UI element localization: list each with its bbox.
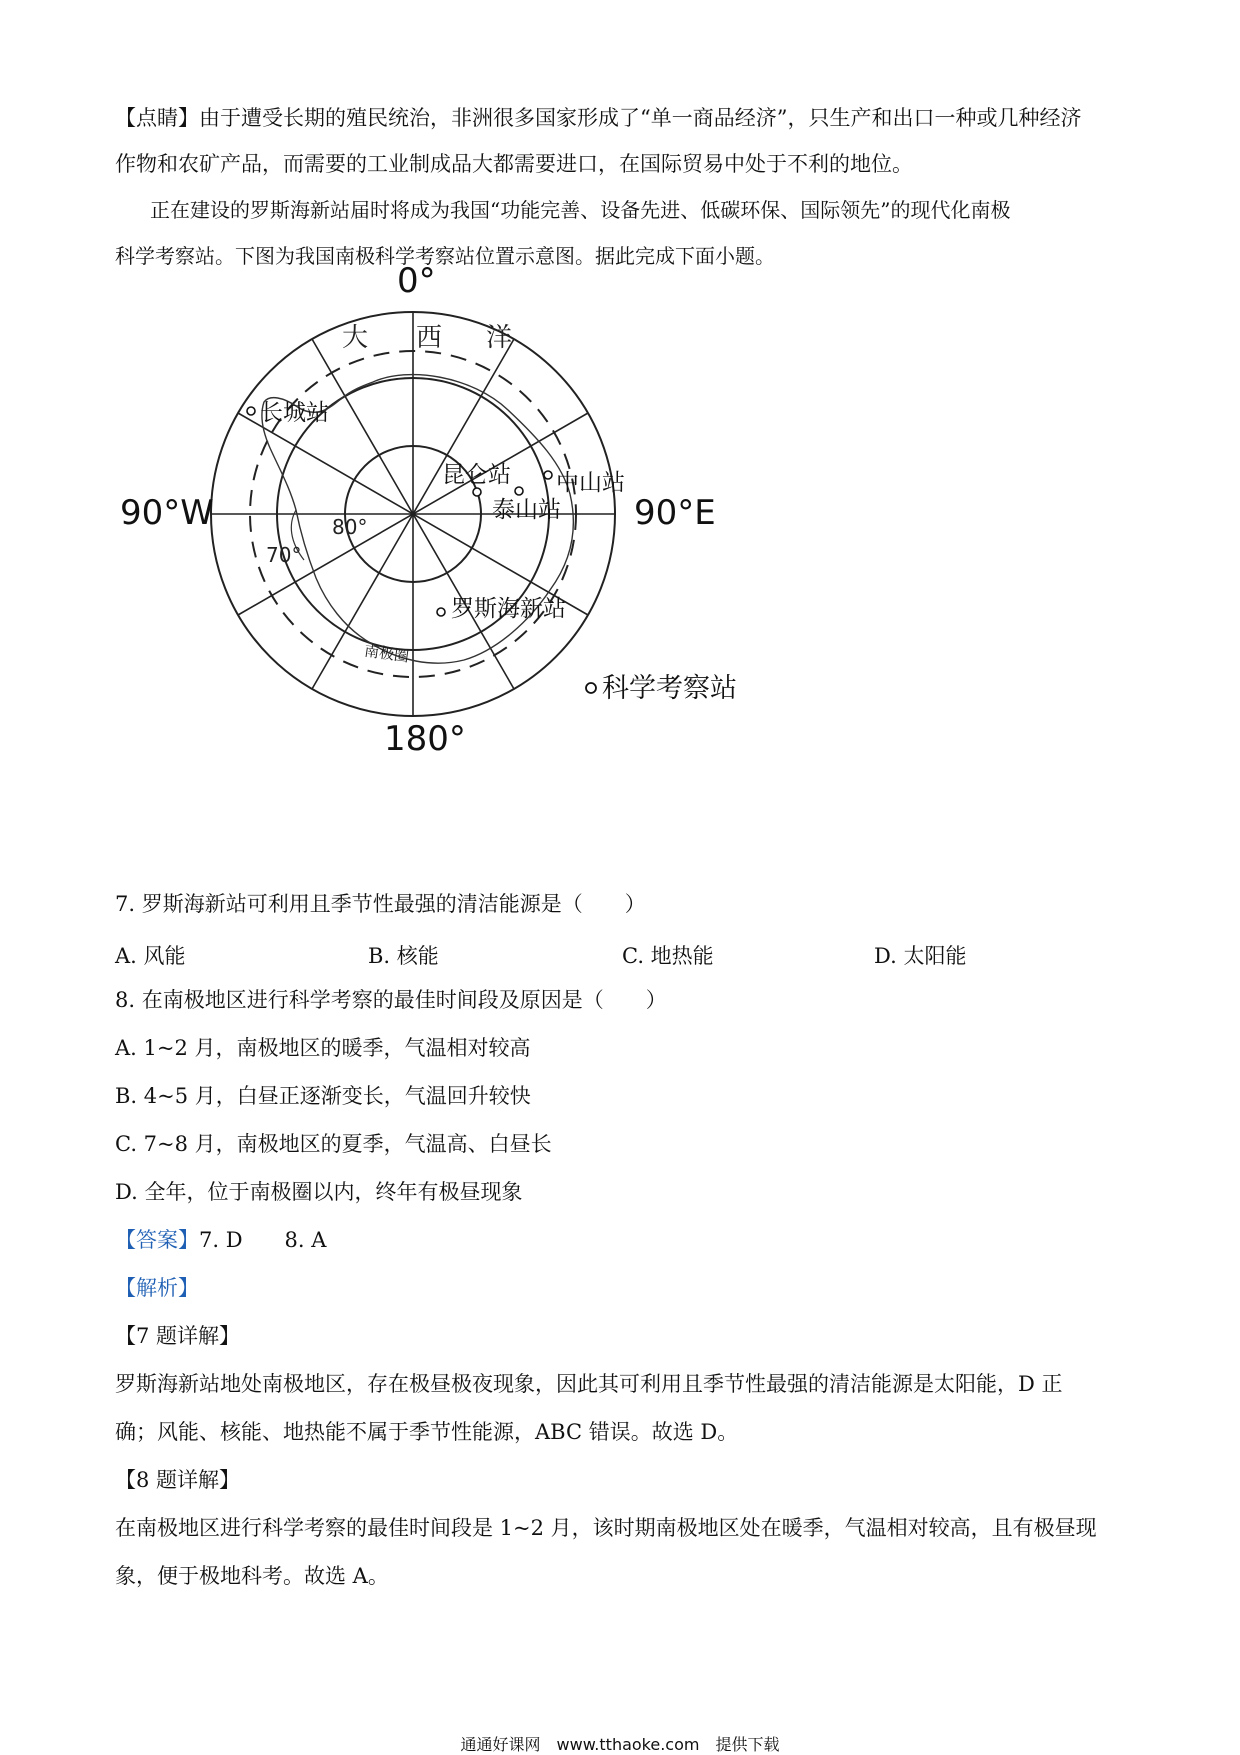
legend-station-label: 科学考察站 (602, 673, 737, 704)
station-marker-taishan (515, 487, 523, 495)
ocean-label-da: 大 (342, 323, 369, 353)
station-marker-changcheng (247, 407, 255, 415)
q7-option-a: A. 风能 (115, 944, 186, 968)
station-marker-rossnew (437, 608, 445, 616)
q8-option-c: C. 7~8 月，南极地区的夏季，气温高、白昼长 (115, 1132, 552, 1156)
page-footer: 通通好课网 www.tthaoke.com 提供下载 (460, 1735, 780, 1754)
answer-line (115, 1228, 326, 1253)
q7-stem: 7. 罗斯海新站可利用且季节性最强的清洁能源是（ ） (115, 892, 646, 916)
lat-label-70: 70° (266, 543, 302, 567)
station-label-rossnew: 罗斯海新站 (451, 596, 566, 622)
antarctic-station-map (120, 261, 840, 858)
passage-line-2: 科学考察站。下图为我国南极科学考察站位置示意图。据此完成下面小题。 (115, 244, 775, 268)
ocean-label-xi: 西 (416, 323, 443, 353)
q8-option-a: A. 1~2 月，南极地区的暖季，气温相对较高 (115, 1036, 531, 1060)
q8-stem: 8. 在南极地区进行科学考察的最佳时间段及原因是（ ） (115, 988, 667, 1012)
analysis-tag: 【解析】 (115, 1276, 199, 1300)
station-marker-zhongshan (544, 471, 552, 479)
q7-detail-line-1: 罗斯海新站地处南极地区，存在极昼极夜现象，因此其可利用且季节性最强的清洁能源是太阳能，D 正 (115, 1372, 1063, 1396)
q8-option-d: D. 全年，位于南极圈以内，终年有极昼现象 (115, 1180, 523, 1204)
station-label-changcheng: 长城站 (260, 400, 329, 426)
lat-label-80: 80° (332, 515, 368, 539)
q8-detail-line-1: 在南极地区进行科学考察的最佳时间段是 1~2 月，该时期南极地区处在暖季，气温相对较高，且有极昼现 (115, 1516, 1097, 1540)
passage-line-1: 正在建设的罗斯海新站届时将成为我国“功能完善、设备先进、低碳环保、国际领先”的现代化南极 (150, 198, 1011, 222)
q7-option-b: B. 核能 (368, 944, 439, 968)
q7-detail-line-2: 确；风能、核能、地热能不属于季节性能源，ABC 错误。故选 D。 (115, 1420, 739, 1444)
lon-label-180: 180° (384, 719, 466, 759)
q7-detail-heading: 【7 题详解】 (115, 1324, 241, 1348)
lon-label-90e: 90°E (634, 493, 716, 533)
q8-detail-heading: 【8 题详解】 (115, 1468, 241, 1492)
lon-label-90w: 90°W (120, 493, 214, 533)
dianjing-line-1 (115, 106, 1081, 131)
answer-text: 7. D 8. A (199, 1228, 327, 1252)
legend-station-icon (586, 683, 596, 693)
q8-detail-line-2: 象，便于极地科考。故选 A。 (115, 1564, 389, 1588)
q8-option-b: B. 4~5 月，白昼正逐渐变长，气温回升较快 (115, 1084, 531, 1108)
q7-option-c: C. 地热能 (622, 944, 714, 968)
ocean-label-yang: 洋 (486, 323, 513, 353)
dianjing-line-2: 作物和农矿产品，而需要的工业制成品大都需要进口，在国际贸易中处于不利的地位。 (115, 152, 913, 176)
lon-label-0: 0° (397, 261, 436, 301)
station-label-taishan: 泰山站 (492, 497, 561, 523)
station-marker-kunlun (473, 488, 481, 496)
station-label-kunlun: 昆仑站 (442, 462, 511, 488)
dianjing-text-1: 由于遭受长期的殖民统治，非洲很多国家形成了“单一商品经济”，只生产和出口一种或几种经济 (199, 106, 1082, 130)
antarctic-circle-label: 南极圈 (363, 641, 411, 666)
dianjing-tag: 【点睛】 (115, 106, 199, 130)
station-label-zhongshan: 中山站 (556, 470, 625, 496)
q7-option-d: D. 太阳能 (874, 944, 967, 968)
answer-tag: 【答案】 (115, 1228, 199, 1252)
